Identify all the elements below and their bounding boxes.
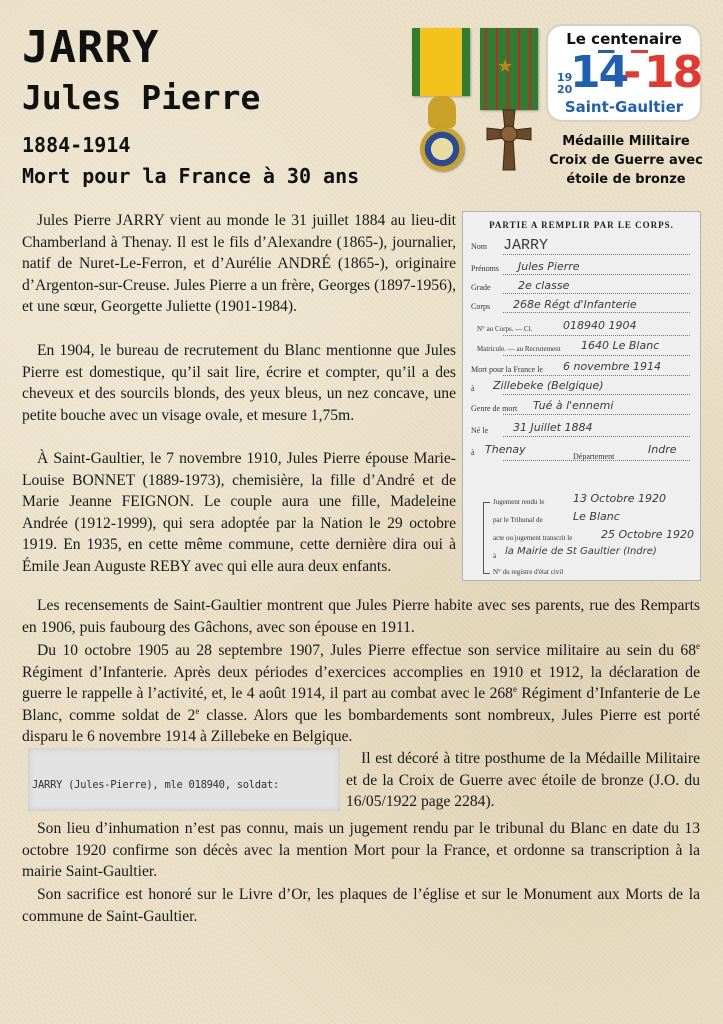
- card-value: 1640 Le Blanc: [581, 339, 660, 352]
- card-label: acte ou jugement transcrit le: [493, 534, 573, 542]
- logo-dash: -: [623, 47, 642, 98]
- card-value: Tué à l'ennemi: [533, 399, 614, 412]
- clipping-text: [32, 753, 336, 811]
- service-text-2: Régiment d’Infanterie. Après deux périodes d’exercices accomplies en 1910 et 1912, la déclaration de guerre le rappelle à l’activité, et, le 4 août 1914, il part au combat avec le 268: [22, 663, 700, 702]
- card-label: N° du registre d'état civil: [493, 568, 564, 576]
- service-text-3: Régiment d’Infanterie de Le Blanc, comme soldat de 2: [22, 685, 700, 724]
- card-value: Indre: [648, 443, 677, 456]
- paragraph-burial-text: Son lieu d’inhumation n’est pas connu, mais un jugement rendu par le tribunal du Blanc en date du 13 octobre 1920 confirme son décès avec la mention Mort pour la France, et ordonne sa transcription à la mairie Saint-Gaultier.: [22, 820, 700, 880]
- centenaire-logo: [548, 26, 700, 120]
- card-label: Nom: [471, 242, 487, 251]
- card-label: Matricule. — au Recrutement: [477, 345, 561, 353]
- paragraph-decoration: [346, 748, 700, 813]
- card-label: Grade: [471, 283, 491, 292]
- death-subtitle: Mort pour la France à 30 ans: [22, 164, 360, 188]
- clipping-line: JARRY (Jules-Pierre), mle 018940, soldat:: [32, 779, 279, 791]
- card-value: 25 Octobre 1920: [601, 528, 695, 541]
- card-value: Thenay: [485, 443, 526, 456]
- logo-town: Saint-Gaultier: [564, 98, 684, 116]
- card-value: Jules Pierre: [518, 260, 580, 273]
- paragraph-service: [22, 640, 700, 748]
- card-label: Département: [573, 452, 615, 461]
- card-label: Corps: [471, 302, 491, 311]
- card-value: 2e classe: [518, 279, 570, 292]
- logo-title: Le centenaire: [566, 30, 682, 48]
- medals-caption-line-3: étoile de bronze: [566, 172, 686, 187]
- card-value: la Mairie de St Gaultier (Indre): [505, 546, 657, 557]
- medaille-militaire-eagle-icon: [428, 96, 456, 128]
- medals-caption-line-2: Croix de Guerre avec: [549, 153, 703, 168]
- paragraph-census-text: Les recensements de Saint-Gaultier montrent que Jules Pierre habite avec ses parents, rue des Remparts en 1906, puis faubourg des Gâchons, avec son épouse en 1911.: [22, 597, 700, 636]
- medaille-militaire-ribbon: [412, 28, 470, 96]
- card-value: Le Blanc: [573, 510, 620, 523]
- service-text-4: classe. Alors que les bombardements sont nombreux, Jules Pierre est porté disparu le 6 novembre 1914 à Zillebeke en Belgique.: [22, 706, 700, 745]
- paragraph-tribute-text: Son sacrifice est honoré sur le Livre d’Or, les plaques de l’église et sur le Monument aux Morts de la commune de Saint-Gaultier.: [22, 886, 700, 925]
- medals-caption-line-1: Médaille Militaire: [562, 134, 690, 149]
- logo-number-18: 18: [644, 47, 702, 98]
- service-text-1: Du 10 octobre 1905 au 28 septembre 1907, Jules Pierre effectue son service militaire au sein du 68: [37, 642, 696, 659]
- paragraph-birth-text: Jules Pierre JARRY vient au monde le 31 juillet 1884 au lieu-dit Chamberland à Thenay. Il est le fils d’Alexandre (1865-), journalier, natif de Nuret-Le-Ferron, et d’Aurélie ANDRÉ (1865-), originaire d’Argenton-sur-Creuse. Jules Pierre a un frère, Georges (1897-1956), et une sœur, Georgette Juliette (1901-1984).: [22, 212, 456, 315]
- medaille-militaire-disc-icon: [420, 127, 464, 171]
- card-value: 268e Régt d'Infanterie: [513, 298, 637, 311]
- surname-title: JARRY: [22, 22, 160, 73]
- paragraph-birth: [22, 210, 456, 318]
- paragraph-marriage-text: À Saint-Gaultier, le 7 novembre 1910, Jules Pierre épouse Marie-Louise BONNET (1889-1973), chemisière, la fille d’André et de Marie Jeanne FEIGNON. Le couple aura une fille, Madeleine Andrée (1912-1999), qui sera adoptée par la Nation le 29 octobre 1919. En 1935, en cette même commune, cette dernière dira oui à Émile Jean Auguste REBY avec qui elle aura deux enfants.: [22, 450, 456, 575]
- logo-year-part-1: 19: [557, 71, 573, 84]
- card-label: Genre de mort: [471, 404, 518, 413]
- paragraph-census: [22, 595, 700, 638]
- medals-caption: [545, 132, 707, 189]
- card-label: à: [471, 448, 475, 457]
- card-label: à: [471, 384, 475, 393]
- card-value: 13 Octobre 1920: [573, 492, 667, 505]
- croix-de-guerre-cross-icon: [483, 108, 535, 172]
- card-heading: PARTIE A REMPLIR PAR LE CORPS.: [489, 220, 674, 230]
- card-label: Né le: [471, 426, 489, 435]
- card-label: par le Tribunal de: [493, 516, 543, 524]
- card-value: Zillebeke (Belgique): [493, 379, 604, 392]
- paragraph-tribute: [22, 884, 700, 927]
- card-label: Prénoms: [471, 264, 499, 273]
- logo-number-14: 14: [570, 47, 628, 98]
- card-value: 31 Juillet 1884: [513, 421, 593, 434]
- paragraph-recruitment: [22, 340, 456, 426]
- service-sup-1: e: [696, 640, 700, 651]
- paragraph-burial: [22, 818, 700, 883]
- death-register-card-image: [463, 212, 700, 580]
- card-value: 018940 1904: [563, 319, 637, 332]
- first-names-title: Jules Pierre: [22, 78, 261, 117]
- card-value: 6 novembre 1914: [563, 360, 661, 373]
- service-sup-2: e: [512, 683, 517, 694]
- service-sup-3: e: [195, 705, 200, 716]
- card-label: Mort pour la France le: [471, 365, 543, 374]
- bronze-star-icon: ★: [497, 56, 514, 77]
- paragraph-decoration-text: Il est décoré à titre posthume de la Médaille Militaire et de la Croix de Guerre avec étoile de bronze (J.O. du 16/05/1922 page 2284).: [346, 750, 700, 810]
- card-label: à: [493, 552, 497, 560]
- card-label: N° au Corps. — Cl.: [477, 325, 533, 333]
- journal-officiel-clipping-image: [28, 748, 340, 811]
- card-label: Jugement rendu le: [493, 498, 545, 506]
- card-value: JARRY: [503, 237, 549, 254]
- logo-year-part-2: 20: [557, 83, 573, 96]
- paragraph-marriage: [22, 448, 456, 577]
- life-years: 1884-1914: [22, 133, 131, 157]
- paragraph-recruitment-text: En 1904, le bureau de recrutement du Blanc mentionne que Jules Pierre est domestique, qu’il sait lire, écrire et compter, qu’il a des cheveux et des sourcils blonds, des yeux bleus, un nez concave, une petite bouche avec un visage ovale, et mesure 1,75m.: [22, 342, 456, 424]
